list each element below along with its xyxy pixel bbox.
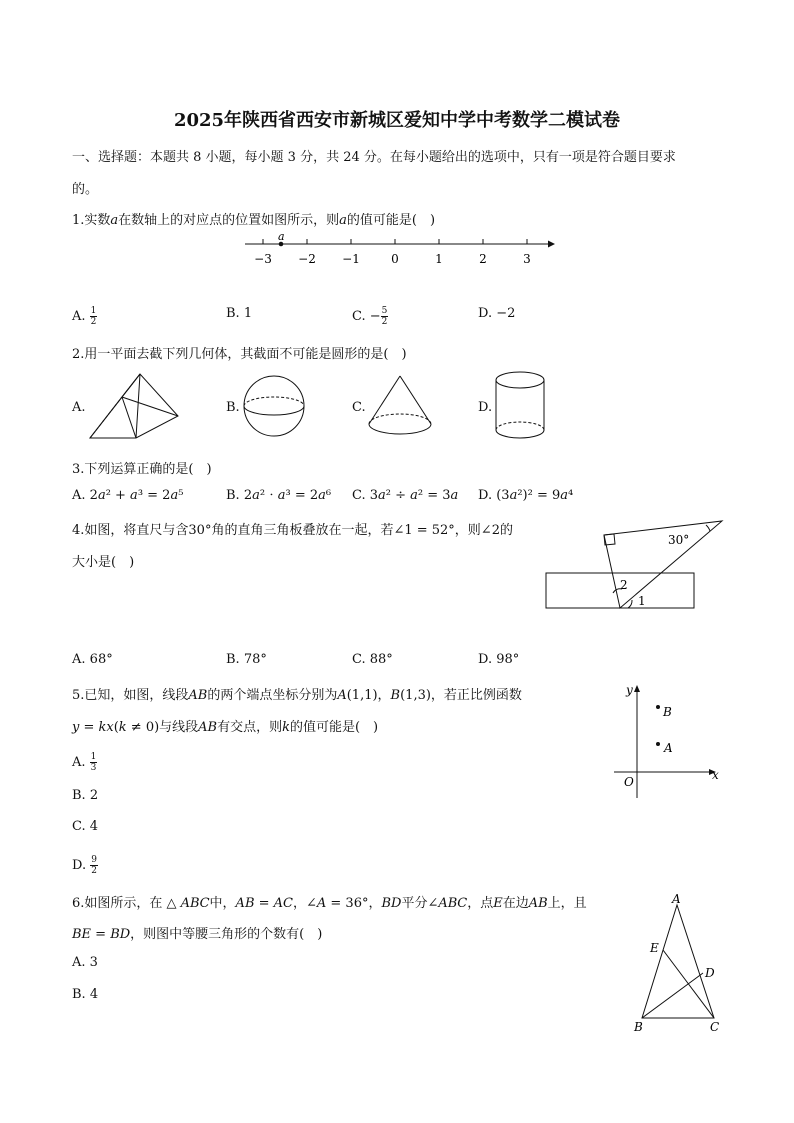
- q1-option-a[interactable]: A. $\frac{1}{2}$: [72, 306, 97, 327]
- y-axis-label: 𝑦: [626, 683, 633, 697]
- q1-stem: 1.实数𝑎在数轴上的对应点的位置如图所示，则𝑎的值可能是( ): [72, 213, 436, 228]
- point-a-label: 𝐴: [664, 741, 673, 755]
- number-line-tick-label: −1: [342, 252, 360, 266]
- q4-option-d[interactable]: D. 98°: [478, 652, 520, 667]
- q5-stem-line1: 5.已知，如图，线段𝐴𝐵的两个端点坐标分别为𝐴(1,1)，𝐵(1,3)，若正比例函数: [72, 688, 522, 703]
- angle-1-label: 1: [638, 594, 646, 608]
- sphere-figure: [240, 374, 310, 439]
- prism-figure: [86, 370, 186, 445]
- q2-option-c[interactable]: C.: [352, 400, 366, 415]
- q1-option-b[interactable]: B. 1: [226, 306, 253, 321]
- x-axis-label: 𝑥: [712, 768, 719, 782]
- q3-option-b[interactable]: B. 2𝑎² ⋅ 𝑎³ = 2𝑎⁶: [226, 488, 332, 503]
- point-d-label: 𝐷: [705, 966, 715, 980]
- q1-option-d[interactable]: D. −2: [478, 306, 516, 321]
- q4-option-a[interactable]: A. 68°: [72, 652, 113, 667]
- cone-figure: [366, 372, 436, 442]
- section-instructions-line1: 一、选择题：本题共 8 小题，每小题 3 分，共 24 分。在每小题给出的选项中，只有一项是符合题目要求: [72, 150, 676, 165]
- point-b-label: 𝐵: [663, 705, 672, 719]
- q3-option-d[interactable]: D. (3𝑎²)² = 9𝑎⁴: [478, 488, 574, 503]
- cylinder-figure: [492, 370, 552, 442]
- number-line-tick-label: −2: [298, 252, 316, 266]
- set-square: [604, 521, 722, 608]
- q6-stem-line1: 6.如图所示，在 △ 𝐴𝐵𝐶中，𝐴𝐵 = 𝐴𝐶，∠𝐴 = 36°，𝐵𝐷平分∠𝐴𝐵𝐶，点𝐸在边𝐴𝐵上，且: [72, 896, 587, 911]
- q5-stem-line2: 𝑦 = 𝑘𝑥(𝑘 ≠ 0)与线段𝐴𝐵有交点，则𝑘的值可能是( ): [72, 720, 379, 735]
- q6-option-b[interactable]: B. 4: [72, 987, 99, 1002]
- point-a: [656, 742, 660, 746]
- page-title: 2025年陕西省西安市新城区爱知中学中考数学二模试卷: [173, 110, 621, 131]
- q5-option-a[interactable]: A. $\frac{1}{3}$: [72, 752, 97, 773]
- vertex-c-label: 𝐶: [710, 1020, 720, 1034]
- point-a-label: 𝑎: [278, 230, 285, 243]
- q5-option-c[interactable]: C. 4: [72, 819, 99, 834]
- number-line-tick-label: −3: [254, 252, 272, 266]
- point-e-label: 𝐸: [650, 941, 659, 955]
- number-line-figure: [240, 230, 560, 270]
- q2-stem: 2.用一平面去截下列几何体，其截面不可能是圆形的是( ): [72, 347, 407, 362]
- q3-stem: 3.下列运算正确的是( ): [72, 462, 212, 477]
- q5-option-d[interactable]: D. $\frac{9}{2}$: [72, 855, 97, 876]
- number-line-tick-label: 3: [523, 252, 531, 266]
- q1-option-a-fraction: $\frac{1}{2}$: [90, 306, 97, 327]
- q6-stem-line2: 𝐵𝐸 = 𝐵𝐷，则图中等腰三角形的个数有( ): [72, 927, 323, 942]
- q5-option-b[interactable]: B. 2: [72, 788, 99, 803]
- vertex-b-label: 𝐵: [634, 1020, 643, 1034]
- coordinate-figure: [612, 682, 724, 806]
- section-instructions-line2: 的。: [72, 182, 99, 197]
- vertex-a-label: 𝐴: [672, 892, 681, 906]
- q1-option-c-fraction: $\frac{5}{2}$: [381, 306, 388, 327]
- q4-option-b[interactable]: B. 78°: [226, 652, 267, 667]
- number-line-tick-label: 0: [391, 252, 399, 266]
- q2-option-d[interactable]: D.: [478, 400, 493, 415]
- q4-stem-line1: 4.如图，将直尺与含30°角的直角三角板叠放在一起，若∠1 = 52°，则∠2的: [72, 523, 513, 538]
- q3-option-a[interactable]: A. 2𝑎² + 𝑎³ = 2𝑎⁵: [72, 488, 184, 503]
- point-b: [656, 705, 660, 709]
- q5-option-a-fraction: $\frac{1}{3}$: [90, 752, 97, 773]
- q5-option-d-fraction: $\frac{9}{2}$: [91, 855, 97, 876]
- q1-option-c[interactable]: C. − $\frac{5}{2}$: [352, 306, 388, 327]
- origin-label: 𝑂: [624, 775, 634, 789]
- number-line-arrow: [548, 241, 555, 248]
- q2-option-a[interactable]: A.: [72, 400, 86, 415]
- q3-option-c[interactable]: C. 3𝑎² ÷ 𝑎² = 3𝑎: [352, 488, 459, 503]
- number-line-tick-label: 2: [479, 252, 487, 266]
- q4-option-c[interactable]: C. 88°: [352, 652, 393, 667]
- q2-option-b[interactable]: B.: [226, 400, 240, 415]
- ruler-triangle-figure: [540, 515, 710, 615]
- number-line-tick-label: 1: [435, 252, 443, 266]
- q4-stem-line2: 大小是( ): [72, 555, 135, 570]
- angle-2-label: 2: [620, 578, 628, 592]
- q6-option-a[interactable]: A. 3: [72, 955, 98, 970]
- angle-30-label: 30°: [668, 533, 690, 547]
- isosceles-triangle-figure: [630, 890, 730, 1035]
